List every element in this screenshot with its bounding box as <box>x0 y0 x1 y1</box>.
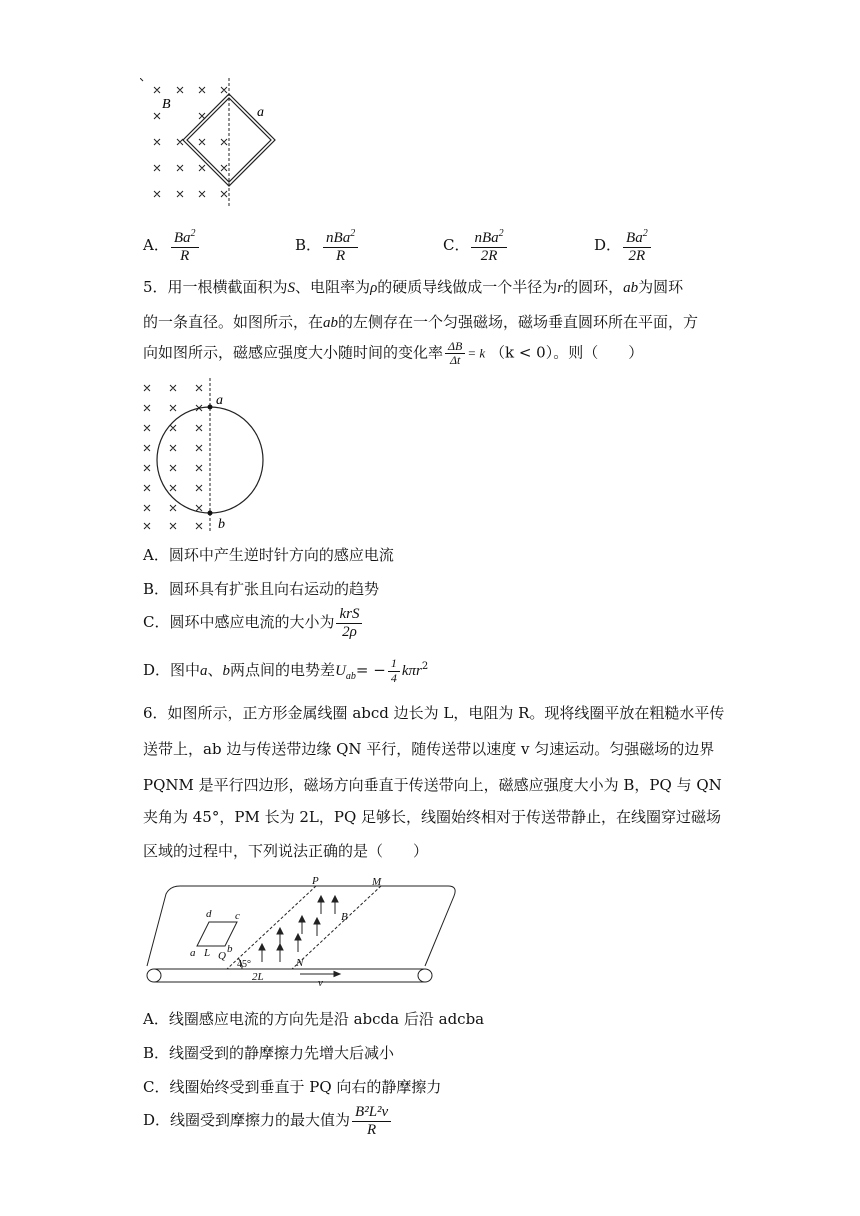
q4-option-B: B． $\frac{nBa^2}{R}$ <box>295 228 360 264</box>
q6-option-C: C．线圈始终受到垂直于 PQ 向右的静摩擦力 <box>143 1078 442 1096</box>
label-L: L <box>204 947 211 959</box>
q5-option-A: A．圆环中产生逆时针方向的感应电流 <box>143 546 394 564</box>
q5-line-2: 的一条直径。如图所示，在ab的左侧存在一个匀强磁场，磁场垂直圆环所在平面，方 <box>143 313 699 331</box>
q4-option-C: C． $\frac{nBa^2}{2R}$ <box>443 228 509 264</box>
label-P: P <box>312 876 319 887</box>
q6-option-D: D．线圈受到摩擦力的最大值为 $\frac{\text{B²L²v}}{R}$ <box>143 1104 393 1144</box>
label-a: a <box>190 947 196 959</box>
fig1-label-a: a <box>257 105 264 120</box>
figure-square-loop <box>140 78 290 210</box>
label-c: c <box>235 910 240 922</box>
label-B: B <box>341 911 348 923</box>
roller-right <box>418 969 432 982</box>
q4-option-A: A． $\frac{Ba^2}{R}$ <box>143 228 201 264</box>
velocity-arrow <box>300 972 340 977</box>
q6-option-A: A．线圈感应电流的方向先是沿 abcda 后沿 adcba <box>143 1010 485 1028</box>
belt-back-right <box>425 886 455 966</box>
label-Q: Q <box>218 950 226 962</box>
fig1-label-B: B <box>162 97 171 112</box>
fig2-label-b: b <box>218 517 225 532</box>
q5-option-C: C．圆环中感应电流的大小为 $\frac{\text{krS}}{2\rho}$ <box>143 606 364 646</box>
q5-line-1: 5．用一根横截面积为S、电阻率为ρ的硬质导线做成一个半径为r的圆环，ab为圆环 <box>143 278 684 296</box>
label-d: d <box>206 908 212 920</box>
q6-line-5: 区域的过程中，下列说法正确的是（ ） <box>143 842 429 860</box>
point-b <box>208 511 213 516</box>
roller-left <box>147 969 161 982</box>
label-M: M <box>372 876 382 888</box>
field-arrows <box>259 896 338 962</box>
field-crosses <box>140 78 143 81</box>
q6-option-B: B．线圈受到的静摩擦力先增大后减小 <box>143 1044 395 1062</box>
label-N: N <box>296 957 304 969</box>
label-2L: 2L <box>252 971 264 983</box>
belt-back-left <box>147 886 180 966</box>
q6-line-1: 6．如图所示，正方形金属线圈 abcd 边长为 L，电阻为 R。现将线圈平放在粗糙水平传 <box>143 704 725 722</box>
q6-line-2: 送带上，ab 边与传送带边缘 QN 平行，随传送带以速度 v 匀速运动。匀强磁场的边界 <box>143 740 715 758</box>
fig2-label-a: a <box>216 393 223 408</box>
figure-ring <box>140 378 270 536</box>
q5-option-B: B．圆环具有扩张且向右运动的趋势 <box>143 580 380 598</box>
q6-line-4: 夹角为 45°，PM 长为 2L，PQ 足够长，线圈始终相对于传送带静止，在线圈穿过磁场 <box>143 808 722 826</box>
point-a <box>208 405 213 410</box>
q4-option-D: D． $\frac{Ba^2}{2R}$ <box>594 228 653 264</box>
label-angle: 45° <box>237 959 251 970</box>
q5-option-D: D．图中a、b两点间的电势差$U_{ab}=$ − $\frac{1}{4}$ kπr$^2$ <box>143 656 429 685</box>
label-v: v <box>318 977 323 988</box>
q5-line-3: 向如图所示，磁感应强度大小随时间的变化率 $\frac{\Delta B}{\Delta t}$ = k （k < 0）。则（ ） <box>143 339 644 368</box>
label-b: b <box>227 943 233 955</box>
q6-line-3: PQNM 是平行四边形，磁场方向垂直于传送带向上，磁感应强度大小为 B，PQ 与 QN <box>143 776 722 794</box>
figure-conveyor <box>140 876 470 988</box>
